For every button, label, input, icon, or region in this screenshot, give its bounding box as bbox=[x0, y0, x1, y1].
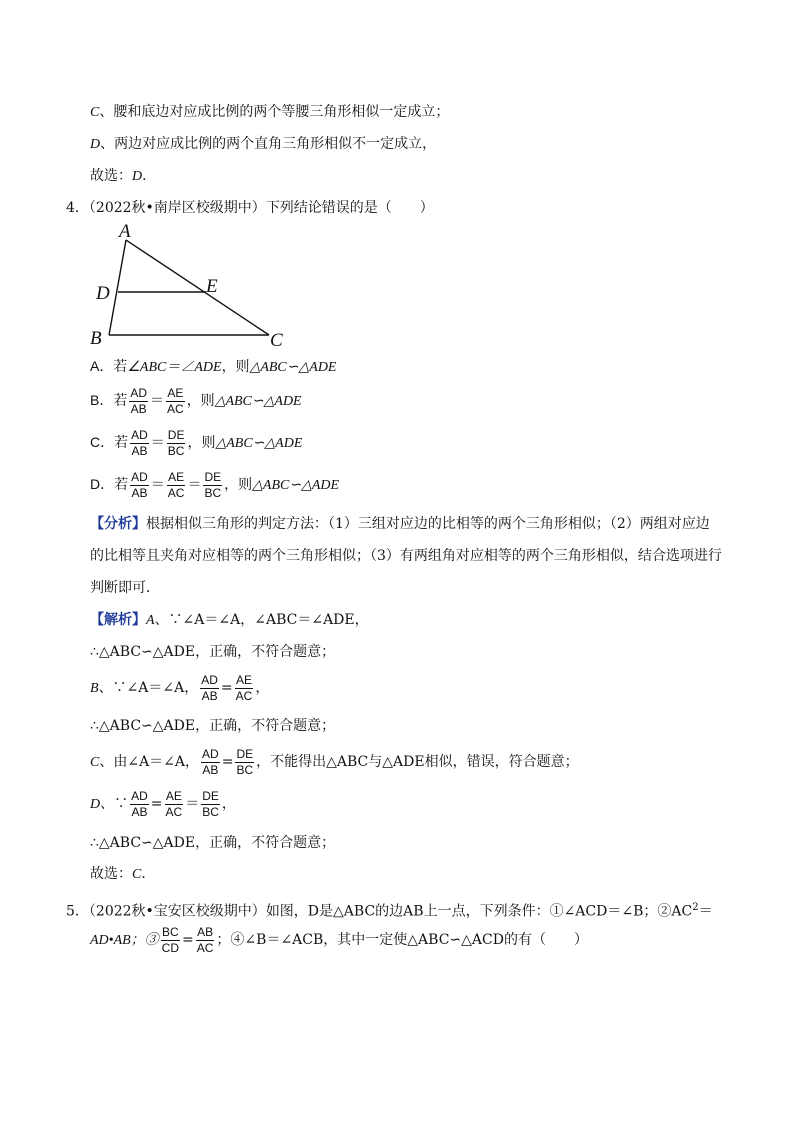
numerator: AE bbox=[167, 385, 184, 400]
solution-b-end: ， bbox=[255, 680, 270, 696]
option-a-mid: ，则 bbox=[221, 359, 250, 375]
analysis-line-3 bbox=[90, 578, 160, 598]
option-d-mid: ，则 bbox=[224, 477, 253, 493]
q4-option-b bbox=[90, 384, 302, 418]
q4-option-d bbox=[90, 468, 339, 502]
numerator: AD bbox=[130, 385, 148, 400]
q4-answer-value: C bbox=[132, 867, 142, 882]
prev-option-c bbox=[90, 102, 449, 123]
denominator: AC bbox=[165, 804, 183, 819]
option-d-label: D．若 bbox=[90, 476, 129, 492]
option-a-label: A．若 bbox=[90, 358, 128, 374]
numerator: AE bbox=[165, 788, 182, 803]
solution-d-text: 、∵ bbox=[100, 796, 129, 812]
option-a-conclusion: △ABC∽△ADE bbox=[249, 360, 337, 375]
analysis-line-1 bbox=[90, 514, 710, 534]
denominator: BC bbox=[204, 485, 222, 500]
denominator: AC bbox=[235, 688, 253, 703]
numerator: DE bbox=[167, 427, 185, 442]
numerator: BC bbox=[162, 924, 179, 939]
numerator: AB bbox=[197, 924, 214, 939]
prev-answer-value: D bbox=[132, 169, 143, 184]
prev-answer bbox=[90, 166, 156, 187]
denominator: AB bbox=[130, 401, 147, 416]
equals: ＝ bbox=[150, 435, 165, 451]
solution-d-label: D bbox=[90, 797, 101, 812]
q5-stem-line-2 bbox=[90, 924, 588, 957]
solution-b-conc-text: ∴△ABC∽△ADE，正确，不符合题意； bbox=[90, 718, 336, 734]
numerator: DE bbox=[202, 788, 219, 803]
q4-number: 4． bbox=[66, 200, 89, 216]
denominator: CD bbox=[161, 940, 180, 955]
fraction bbox=[235, 673, 254, 704]
side-ac bbox=[126, 240, 269, 335]
fraction bbox=[201, 747, 220, 778]
numerator: AD bbox=[202, 746, 219, 761]
equals: ＝ bbox=[150, 393, 165, 409]
numerator: AD bbox=[131, 788, 148, 803]
q5-source: （2022秋•宝安区校级期中） bbox=[88, 903, 266, 920]
fraction bbox=[129, 386, 148, 417]
fraction bbox=[167, 428, 186, 459]
solution-c-label: C bbox=[90, 755, 100, 770]
numerator: DE bbox=[204, 469, 222, 484]
fraction bbox=[200, 673, 219, 704]
solution-a-text: 、∵∠A＝∠A，∠ABC＝∠ADE， bbox=[154, 612, 369, 628]
solution-b-text: 、∵∠A＝∠A， bbox=[98, 680, 199, 696]
equals: ＝ bbox=[187, 477, 202, 493]
solution-c-end: ，不能得出△ABC与△ADE相似，错误，符合题意； bbox=[256, 754, 579, 770]
q5-stem-line-1 bbox=[66, 898, 713, 922]
q4-answer bbox=[90, 864, 155, 885]
label-b: B bbox=[90, 328, 102, 349]
fraction bbox=[130, 789, 149, 820]
prev-answer-prefix: 故选： bbox=[90, 168, 132, 184]
denominator: BC bbox=[236, 762, 254, 777]
option-a-condition: ∠ABC＝∠ADE bbox=[127, 360, 222, 375]
analysis-text-3: 判断即可． bbox=[90, 580, 160, 596]
numerator: AE bbox=[235, 672, 252, 687]
solution-b-label: B bbox=[90, 681, 99, 696]
q4-source: （2022秋•南岸区校级期中） bbox=[88, 200, 266, 216]
option-c-conclusion: △ABC∽△ADE bbox=[215, 436, 303, 451]
equals: = bbox=[150, 796, 163, 812]
equals: = bbox=[220, 680, 233, 696]
solution-c-text: 、由∠A＝∠A， bbox=[99, 754, 200, 770]
fraction bbox=[203, 470, 222, 501]
analysis-tag: 【分析】 bbox=[90, 516, 146, 532]
analysis-text-1: 根据相似三角形的判定方法：（1）三组对应边的比相等的两个三角形相似；（2）两组对应边 bbox=[146, 516, 710, 532]
solution-d-conclusion bbox=[90, 833, 335, 853]
q4-option-c bbox=[90, 426, 302, 460]
equals: = bbox=[182, 932, 194, 948]
numerator: AD bbox=[131, 469, 148, 484]
fraction bbox=[165, 789, 184, 820]
fraction bbox=[201, 789, 220, 820]
equals: ＝ bbox=[150, 477, 165, 493]
analysis-text-2: 的比相等且夹角对应相等的两个三角形相似；（3）有两组角对应相等的两个三角形相似，结合选项进行 bbox=[90, 548, 722, 564]
denominator: AB bbox=[131, 443, 148, 458]
denominator: AB bbox=[131, 485, 148, 500]
denominator: BC bbox=[167, 443, 185, 458]
q5-stem-text-2: AD•AB；③ bbox=[90, 933, 159, 948]
denominator: AC bbox=[167, 401, 184, 416]
solution-tag: 【解析】 bbox=[90, 612, 146, 628]
numerator: DE bbox=[236, 746, 254, 761]
equals: = bbox=[221, 754, 234, 770]
fraction bbox=[235, 747, 254, 778]
solution-b bbox=[90, 672, 269, 705]
label-a: A bbox=[119, 222, 131, 242]
fraction bbox=[130, 470, 149, 501]
solution-a-conc-text: ∴△ABC∽△ADE，正确，不符合题意； bbox=[90, 644, 336, 660]
denominator: AB bbox=[202, 762, 219, 777]
q4-triangle-figure bbox=[86, 222, 296, 350]
solution-d-conc-text: ∴△ABC∽△ADE，正确，不符合题意； bbox=[90, 835, 336, 851]
numerator: AE bbox=[168, 469, 185, 484]
option-b-conclusion: △ABC∽△ADE bbox=[214, 394, 302, 409]
fraction bbox=[167, 470, 186, 501]
q5-stem-end-2: ；④∠B＝∠ACB，其中一定使△ABC∽△ACD的有（ ） bbox=[216, 932, 588, 948]
q5-number: 5． bbox=[66, 903, 89, 920]
option-b-mid: ，则 bbox=[186, 393, 215, 409]
label-c: C bbox=[270, 330, 283, 350]
side-ab bbox=[109, 240, 126, 335]
denominator: BC bbox=[202, 804, 219, 819]
numerator: AD bbox=[131, 427, 148, 442]
denominator: AC bbox=[167, 485, 185, 500]
q5-stem-text-1: 如图，D是△ABC的边AB上一点，下列条件：①∠ACD＝∠B；②AC bbox=[265, 903, 693, 920]
prev-d-text: 、两边对应成比例的两个直角三角形相似不一定成立， bbox=[100, 136, 437, 152]
denominator: AB bbox=[131, 804, 148, 819]
solution-b-conclusion bbox=[90, 716, 335, 736]
q4-stem-text: 下列结论错误的是（ ） bbox=[265, 200, 434, 216]
option-b-label: B．若 bbox=[90, 392, 128, 408]
solution-c bbox=[90, 746, 579, 779]
prev-d-label: D bbox=[90, 137, 101, 152]
fraction bbox=[130, 428, 149, 459]
analysis-line-2 bbox=[90, 546, 722, 566]
equals: ＝ bbox=[185, 796, 200, 812]
denominator: AB bbox=[201, 688, 218, 703]
label-d: D bbox=[96, 283, 110, 304]
option-c-label: C．若 bbox=[90, 434, 129, 450]
solution-a-conclusion bbox=[90, 642, 335, 662]
solution-d-end: ， bbox=[221, 796, 236, 812]
solution-d bbox=[90, 788, 236, 821]
q4-answer-end: ． bbox=[141, 866, 156, 882]
q4-stem bbox=[66, 198, 434, 218]
numerator: AD bbox=[201, 672, 218, 687]
label-e: E bbox=[206, 276, 218, 297]
option-d-conclusion: △ABC∽△ADE bbox=[252, 478, 340, 493]
q5-superscript: 2 bbox=[692, 902, 699, 913]
q4-option-a bbox=[90, 356, 336, 378]
q5-stem-end-1: ＝ bbox=[698, 903, 713, 920]
prev-c-label: C bbox=[90, 105, 100, 120]
fraction bbox=[161, 925, 180, 956]
denominator: AC bbox=[196, 940, 214, 955]
prev-option-d bbox=[90, 134, 436, 155]
q4-answer-prefix: 故选： bbox=[90, 866, 132, 882]
solution-a bbox=[90, 610, 369, 631]
fraction bbox=[196, 925, 215, 956]
option-c-mid: ，则 bbox=[187, 435, 216, 451]
prev-c-text: 、腰和底边对应成比例的两个等腰三角形相似一定成立； bbox=[99, 104, 450, 120]
prev-answer-end: ． bbox=[142, 168, 157, 184]
fraction bbox=[166, 386, 185, 417]
solution-a-label: A bbox=[146, 613, 155, 628]
